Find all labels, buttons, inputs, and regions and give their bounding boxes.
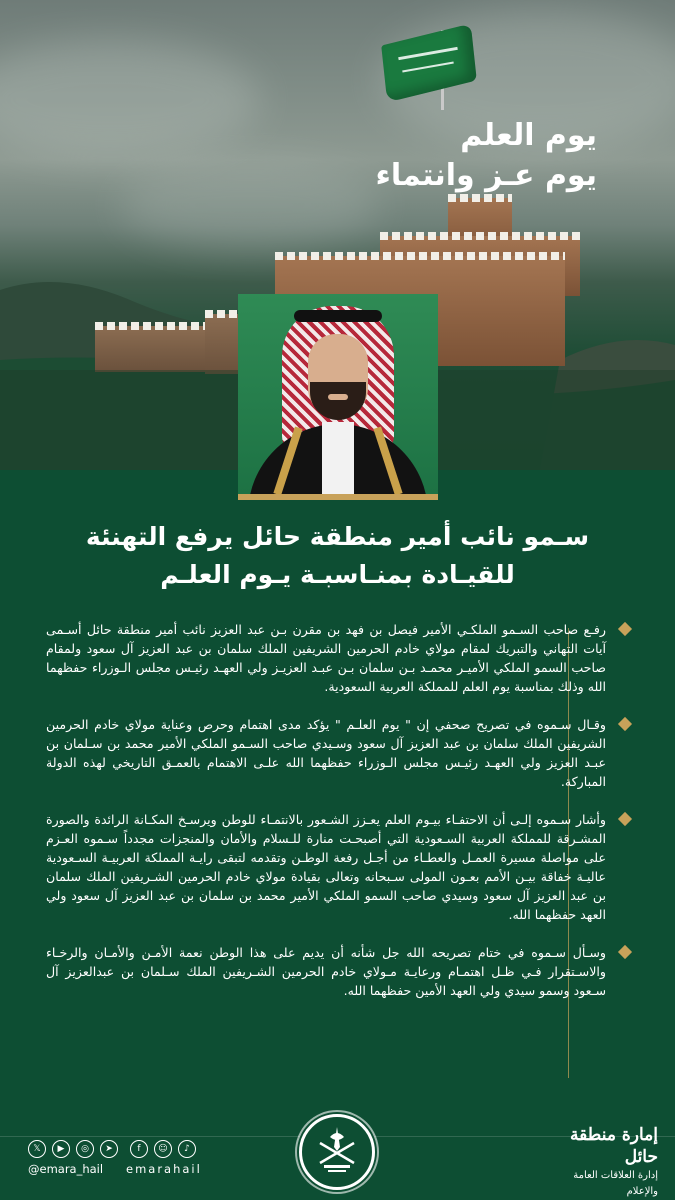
snapchat-icon[interactable]: ☺ xyxy=(154,1140,172,1158)
paragraph: وسـأل سـموه في ختام تصريحه الله جل شأنه أن يديم على هذا الوطن نعمة الأمـن والأمـان والرخـاء والاسـتقرار فـي ظـل اهتمـام ورعايـة مـولاي خادم الحرمين الشـريفين الملك سـلمان بن عبدالعزيز آل سـعود وسمو سيدي ولي العهد الأمين حفظهما الله. xyxy=(46,943,612,1000)
diamond-bullet-icon xyxy=(618,622,632,636)
org-department: إدارة العلاقات العامة والإعلام xyxy=(573,1170,658,1197)
diamond-bullet-icon xyxy=(618,945,632,959)
saudi-emblem-icon xyxy=(299,1114,375,1190)
headline-line-2: للقيـادة بمنـاسبـة يـوم العلـم xyxy=(160,560,515,589)
instagram-icon[interactable]: ◎ xyxy=(76,1140,94,1158)
org-name: إمارة منطقة حائل xyxy=(570,1125,658,1167)
social-icons-right xyxy=(130,1140,196,1158)
telegram-icon[interactable]: ➤ xyxy=(100,1140,118,1158)
slogan-line-2: يوم عـز وانتماء xyxy=(375,158,597,193)
org-logo xyxy=(540,1124,658,1200)
youtube-icon[interactable]: ▶ xyxy=(52,1140,70,1158)
diamond-bullet-icon xyxy=(618,812,632,826)
slogan-line-1: يوم العلم xyxy=(460,118,597,153)
slogan xyxy=(337,116,597,196)
facebook-icon[interactable]: f xyxy=(130,1140,148,1158)
portrait-photo xyxy=(238,294,438,500)
social-icons-left xyxy=(28,1140,118,1158)
paragraph: رفـع صاحب السـمو الملكـي الأمير فيصل بن فهد بن مقرن بـن عبد العزيز نائب أمير منطقة حائل أسـمى آيات التهاني والتبريك لمقام مولاي خادم الحرمين الشريفين الملك سلمان بن عبد العزيز آل سعود ولمقام صاحب السمو الملكي الأميـر محمـد بـن سلمان بـن عبـد العزيـز ولي العهـد رئيـس مجلس الـوزراء حفظهما الله وذلك بمناسبة يوم العلم للمملكة العربية السعودية. xyxy=(46,620,612,696)
social-handle-left[interactable]: @emara_hail xyxy=(28,1162,104,1176)
headline xyxy=(40,518,635,594)
article-body xyxy=(46,620,612,1019)
tiktok-icon[interactable]: ♪ xyxy=(178,1140,196,1158)
diamond-bullet-icon xyxy=(618,717,632,731)
social-handle-right[interactable]: emarahail xyxy=(126,1162,202,1176)
x-icon[interactable]: 𝕏 xyxy=(28,1140,46,1158)
paragraph: وأشار سـموه إلـى أن الاحتفـاء بيـوم العلم يعـزز الشـعور بالانتمـاء للوطن ويرسـخ المكـانة الرائدة والصورة المشـرقة للمملكة العربية السـعودية التي أصبحـت منارة للـسلام والأمان والمنجزات مجدداً سـموه العـزم على مواصلة مسيرة العمـل والعطـاء من أجـل رفعة الوطـن وتقدمه لتبقى رايـة المملكة العربيـة السـعودية عاليـة خفاقة بيـن الأمم بعـون المولى سـبحانه وتعالى بقيادة مولاي خادم الحرمين الشـريفين الملك سلمان بن عبد العزيز آل سعود وسيدي صاحب السمو الملكي الأمير محمد بن سلمان بن عبد العزيز آل سعود ولي العهد حفظهما الله. xyxy=(46,810,612,924)
headline-line-1: سـمو نائب أمير منطقة حائل يرفع التهنئة xyxy=(85,522,590,551)
paragraph: وقـال سـموه في تصريح صحفي إن " يوم العلـم " يؤكد مدى اهتمام وحرص وعناية مولاي خادم الحرمين الشريفين الملك سلمان بن عبد العزيز آل سعود وسـيدي صاحب السـمو الملكي الأمير محمد بن سـلمان بن عبـد العزيز ولي العهـد رئيـس مجلس الـوزراء حفظهما الله علـى الاهتمام بالعمـق التاريخي لهذه الدولة المباركة. xyxy=(46,715,612,791)
